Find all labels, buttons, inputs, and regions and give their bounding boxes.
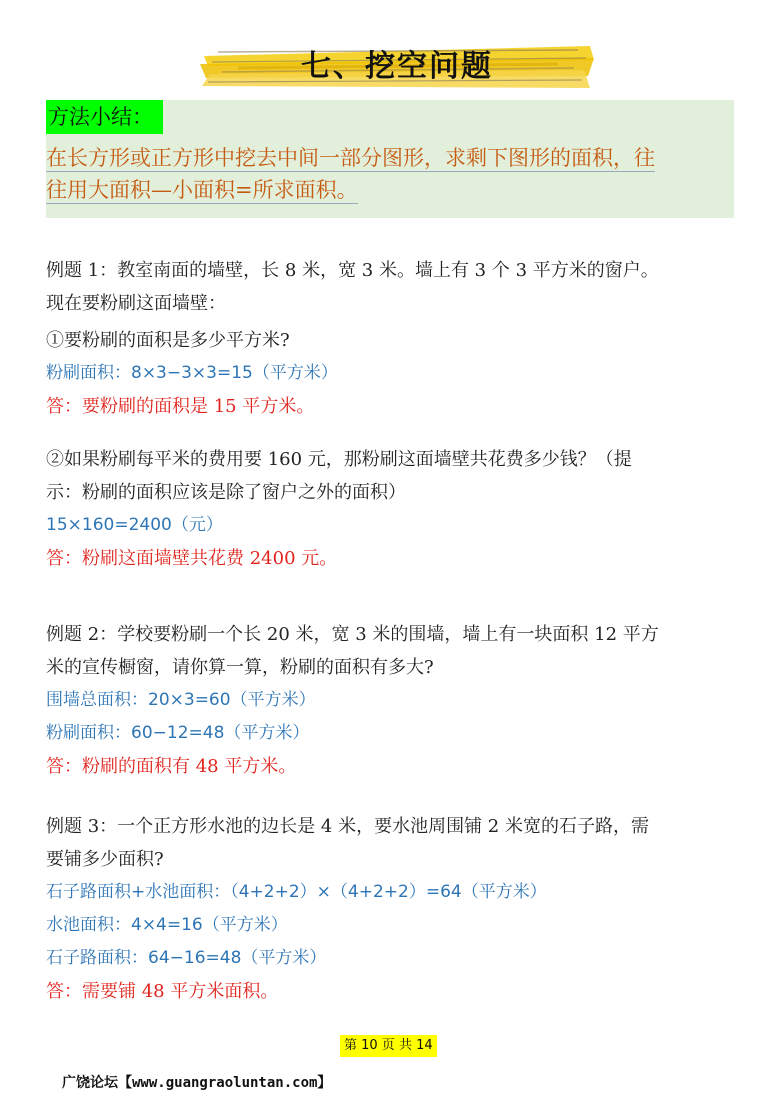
example-1-subquestion-1: ①要粉刷的面积是多少平方米? (46, 330, 290, 351)
example-1-subquestion-2-line-2: 示：粉刷的面积应该是除了窗户之外的面积） (46, 482, 406, 503)
example-1-answer-2: 答：粉刷这面墙壁共花费 2400 元。 (46, 548, 338, 569)
footer-site-credit: 广饶论坛【www.guangraoluntan.com】 (62, 1075, 332, 1091)
example-3 (46, 810, 736, 1008)
example-1-question-line-1: 例题 1：教室南面的墙壁，长 8 米，宽 3 米。墙上有 3 个 3 平方米的窗户。 (46, 260, 659, 281)
example-2-answer: 答：粉刷的面积有 48 平方米。 (46, 756, 297, 777)
example-1-answer-1: 答：要粉刷的面积是 15 平方米。 (46, 396, 315, 417)
example-1-question-line-2: 现在要粉刷这面墙壁： (46, 293, 226, 314)
summary-line-1: 在长方形或正方形中挖去中间一部分图形，求剩下图形的面积，往 (46, 146, 655, 170)
example-3-question-line-2: 要铺多少面积? (46, 849, 164, 870)
example-3-answer: 答：需要铺 48 平方米面积。 (46, 981, 279, 1002)
title-banner (198, 42, 596, 92)
example-3-calculation-2: 水池面积：4×4=16（平方米） (46, 915, 288, 935)
method-summary-text (46, 142, 736, 206)
example-1-subquestion-2-line-1: ②如果粉刷每平米的费用要 160 元，那粉刷这面墙壁共花费多少钱？（提 (46, 449, 632, 470)
example-2 (46, 618, 736, 783)
example-2-question-line-1: 例题 2：学校要粉刷一个长 20 米，宽 3 米的围墙，墙上有一块面积 12 平方 (46, 624, 659, 645)
summary-line-2: 往用大面积—小面积=所求面积。 (46, 178, 358, 202)
example-2-calculation-1: 围墙总面积：20×3=60（平方米） (46, 690, 316, 710)
example-1 (46, 254, 736, 575)
example-2-question-line-2: 米的宣传橱窗，请你算一算，粉刷的面积有多大? (46, 657, 434, 678)
page-title: 七、挖空问题 (301, 49, 493, 84)
example-3-calculation-1: 石子路面积+水池面积：（4+2+2）×（4+2+2）=64（平方米） (46, 882, 547, 902)
example-1-calculation-1: 粉刷面积：8×3−3×3=15（平方米） (46, 363, 338, 383)
page-number: 第 10 页 共 14 (340, 1035, 437, 1057)
example-3-calculation-3: 石子路面积：64−16=48（平方米） (46, 948, 327, 968)
method-summary-tag: 方法小结： (46, 100, 163, 134)
example-1-calculation-2: 15×160=2400（元） (46, 515, 223, 535)
example-2-calculation-2: 粉刷面积：60−12=48（平方米） (46, 723, 310, 743)
example-3-question-line-1: 例题 3：一个正方形水池的边长是 4 米，要水池周围铺 2 米宽的石子路，需 (46, 816, 649, 837)
